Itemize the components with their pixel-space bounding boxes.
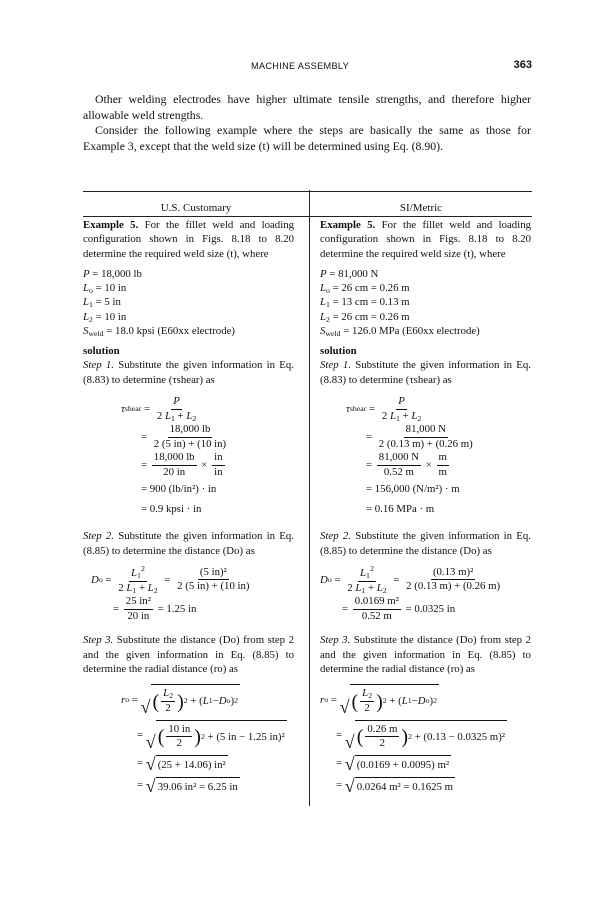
si-step2: [320, 529, 531, 558]
step-label: Step 2.: [83, 530, 114, 543]
intro-paragraph-2: Consider the following example where the steps are basically the same as those for Example 3, except that the weld size (t) will be determined using Eq. (8.90).: [83, 123, 531, 154]
us-step1-equation: τ shear = $\frac{P}{2 L_1 + L_2}$ = $\frac{18,000 lb}{2 (5 in) + (10 in)}$ = $\frac{18,000 lb}{20 in}$ × $\frac{in}{in}$ = 900 (lb/in²) · in = 0.9 kpsi · in: [121, 395, 227, 516]
running-header: MACHINE ASSEMBLY: [250, 61, 350, 71]
page-number: 363: [513, 59, 532, 71]
us-step2: [83, 529, 294, 558]
given-row: $L_o = 26$ cm = 0.26 m: [320, 282, 410, 296]
step-text: Substitute the given information in Eq. (8.85) to determine the distance (Do) as: [320, 530, 532, 557]
si-example-label: Example 5.: [320, 219, 376, 231]
step-label: Step 3.: [83, 634, 114, 647]
given-row: P = 18,000 lb: [83, 268, 142, 281]
si-solution-label: solution: [320, 345, 357, 358]
given-row: $L_1 = 13$ cm = 0.13 m: [320, 296, 410, 310]
si-step3: [320, 633, 531, 676]
step-label: Step 2.: [320, 530, 351, 543]
si-column-heading: SI/Metric: [399, 202, 443, 214]
si-step1: [320, 358, 531, 387]
us-column-heading: U.S. Customary: [160, 202, 232, 214]
step-text: Substitute the given information in Eq. (8.83) to determine (τshear) as: [83, 359, 295, 386]
table-header-rule: [83, 216, 532, 217]
us-step1: [83, 358, 294, 387]
step-text: Substitute the distance (Do) from step 2 and the given information in Eq. (8.85) to determine the radial distance (ro) as: [83, 634, 294, 676]
us-example-label: Example 5.: [83, 219, 139, 231]
given-row: $S_{weld} = 18.0$ kpsi (E60xx electrode): [83, 324, 235, 338]
us-solution-label: solution: [83, 345, 120, 358]
given-row: $L_2 = 26$ cm = 0.26 m: [320, 310, 410, 324]
si-column: [320, 218, 531, 795]
given-row: $L_1 = 5$ in: [83, 296, 121, 310]
given-row: $S_{weld} = 126.0$ MPa (E60xx electrode): [320, 324, 480, 338]
si-givens: [320, 267, 531, 338]
step-label: Step 1.: [320, 359, 351, 372]
us-step2-equation: D o = $\frac{L_1^2}{2 L_1 + L_2}$ = $\frac{\text{(5 in)²}}{2 (5 in) + (10 in)}$ = $\frac{\text{25 in²}}{20 in}$ = 1.25 in: [91, 563, 250, 622]
si-example-intro: [320, 218, 531, 261]
us-step3: [83, 633, 294, 676]
si-example-text: For the fillet weld and loading configuration shown in Figs. 8.18 to 8.20 determine the required weld size (t), where: [320, 219, 531, 260]
us-givens: [83, 267, 294, 338]
step-text: Substitute the distance (Do) from step 2 and the given information in Eq. (8.85) to determine the radial distance (ro) as: [320, 634, 531, 676]
given-row: $L_2 = 10$ in: [83, 310, 127, 324]
si-step1-equation: τ shear = $\frac{P}{2 L_1 + L_2}$ = $\frac{81,000 N}{2 (0.13 m) + (0.26 m)}$ = $\frac{81,000 N}{0.52 m}$ × $\frac{m}{m}$ = 156,000 (N/m²) · m = 0.16 MPa · m: [346, 395, 473, 516]
given-row: $L_o = 10$ in: [83, 282, 127, 296]
step-text: Substitute the given information in Eq. (8.83) to determine (τshear) as: [320, 359, 532, 386]
intro-paragraph-1: Other welding electrodes have higher ultimate tensile strengths, and therefore higher allowable weld strengths.: [83, 92, 531, 122]
step-label: Step 1.: [83, 359, 114, 372]
table-top-rule: [83, 191, 532, 192]
given-row: P = 81,000 N: [320, 268, 379, 281]
si-step3-equation: r o = √ ( $\frac{L_2}{2}$ ) 2 + ( L 1 − D o ) 2 = √ ( $\frac{0.26 m}{2}$ ) 2 + (0.13 − 0.0325 m)² = √ (0.0169 + 0.0095) m² = √ 0.0264 m² = 0.1625 m: [320, 684, 531, 794]
si-step2-equation: D o = $\frac{L_1^2}{2 L_1 + L_2}$ = $\frac{\text{(0.13 m)²}}{2 (0.13 m) + (0.26 m)}$ = $\frac{\text{0.0169 m²}}{0.52 m}$ = 0.0325 in: [320, 563, 501, 622]
us-step3-equation: r o = √ ( $\frac{L_2}{2}$ ) 2 + ( L 1 − D o ) 2 = √ ( $\frac{10 in}{2}$ ) 2 + (5 in − 1.25 in)² = √ (25 + 14.06) in² = √ 39.06 in² = 6.25 in: [121, 684, 294, 794]
us-example-text: For the fillet weld and loading configuration shown in Figs. 8.18 to 8.20 determine the required weld size (t), where: [83, 219, 294, 260]
us-column: [83, 218, 294, 795]
step-label: Step 3.: [320, 634, 351, 647]
us-example-intro: [83, 218, 294, 261]
intro-text: [83, 92, 531, 155]
step-text: Substitute the given information in Eq. (8.85) to determine the distance (Do) as: [83, 530, 295, 557]
column-divider: [309, 190, 310, 806]
